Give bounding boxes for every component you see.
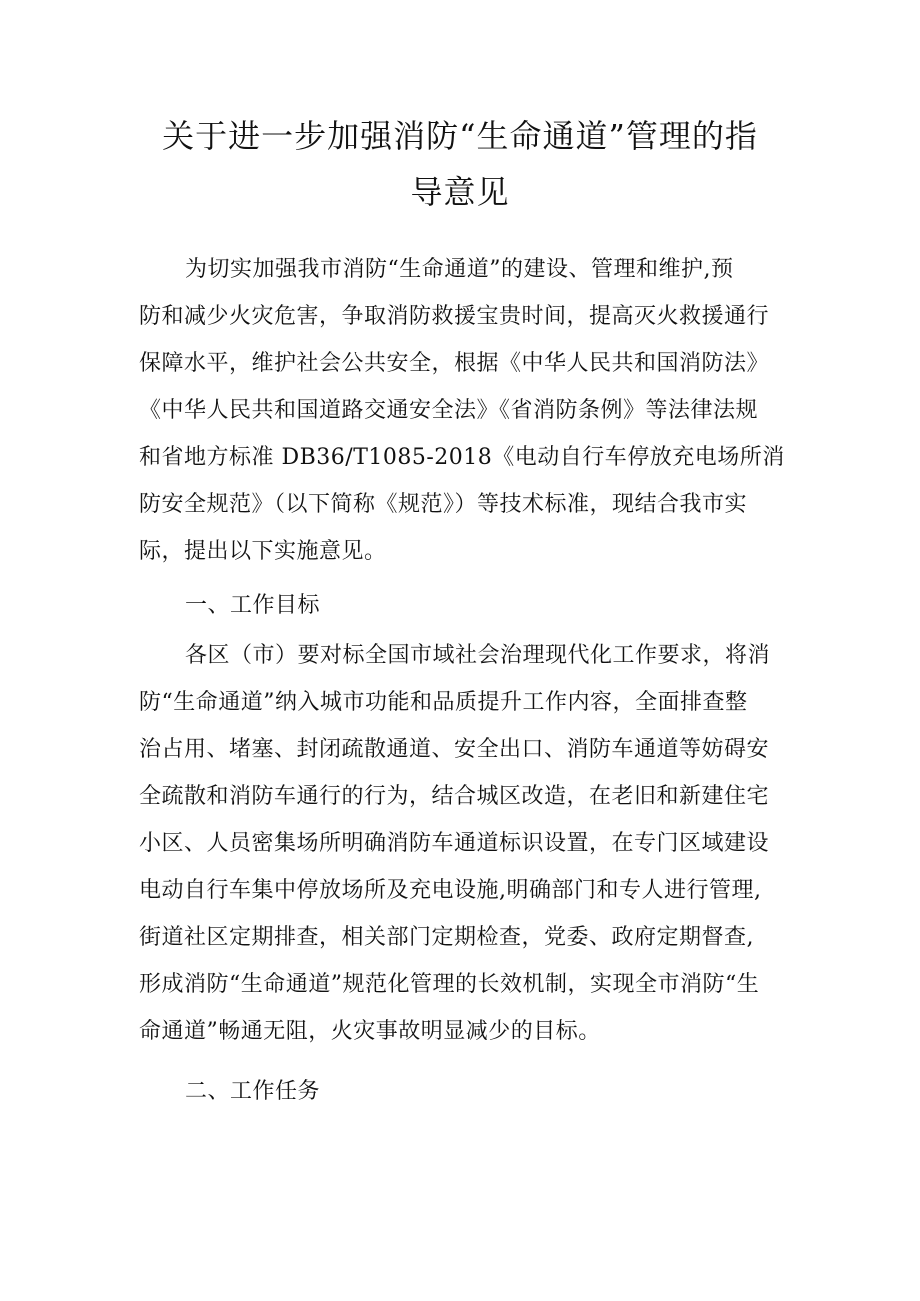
section-heading-goals: 一、工作目标	[185, 593, 321, 618]
text-line: 《中华人民共和国道路交通安全法》《省消防条例》等法律法规	[139, 398, 759, 423]
text-line: 为切实加强我市消防“生命通道”的建设、管理和维护,预	[185, 257, 734, 282]
text-line: 际，提出以下实施意见。	[139, 539, 387, 564]
title-line-1: 关于进一步加强消防“生命通道”管理的指	[162, 117, 758, 155]
text-line: 防“生命通道”纳入城市功能和品质提升工作内容，全面排查整	[139, 690, 748, 715]
text-line: 街道社区定期排查，相关部门定期检查，党委、政府定期督查,	[139, 925, 754, 950]
text-line: 命通道”畅通无阻，火灾事故明显减少的目标。	[139, 1019, 601, 1044]
text-line: 电动自行车集中停放场所及充电设施,明确部门和专人进行管理,	[139, 878, 762, 903]
text-line: 小区、人员密集场所明确消防车通道标识设置，在专门区域建设	[139, 831, 770, 856]
text-line: 和省地方标准 DB36/T1085-2018《电动自行车停放充电场所消	[139, 445, 785, 470]
text-line: 保障水平，维护社会公共安全，根据《中华人民共和国消防法》	[139, 351, 770, 376]
title-line-2: 导意见	[410, 173, 510, 211]
text-line: 防安全规范》（以下简称《规范》）等技术标准，现结合我市实	[139, 492, 748, 517]
text-line: 防和减少火灾危害，争取消防救援宝贵时间，提高灭火救援通行	[139, 304, 770, 329]
text-line: 治占用、堵塞、封闭疏散通道、安全出口、消防车通道等妨碍安	[139, 737, 770, 762]
text-line: 各区（市）要对标全国市域社会治理现代化工作要求，将消	[185, 643, 771, 668]
text-line: 全疏散和消防车通行的行为，结合城区改造，在老旧和新建住宅	[139, 784, 770, 809]
text-line: 形成消防“生命通道”规范化管理的长效机制，实现全市消防“生	[139, 972, 760, 997]
document-title	[120, 108, 800, 220]
section-heading-tasks: 二、工作任务	[185, 1079, 321, 1104]
